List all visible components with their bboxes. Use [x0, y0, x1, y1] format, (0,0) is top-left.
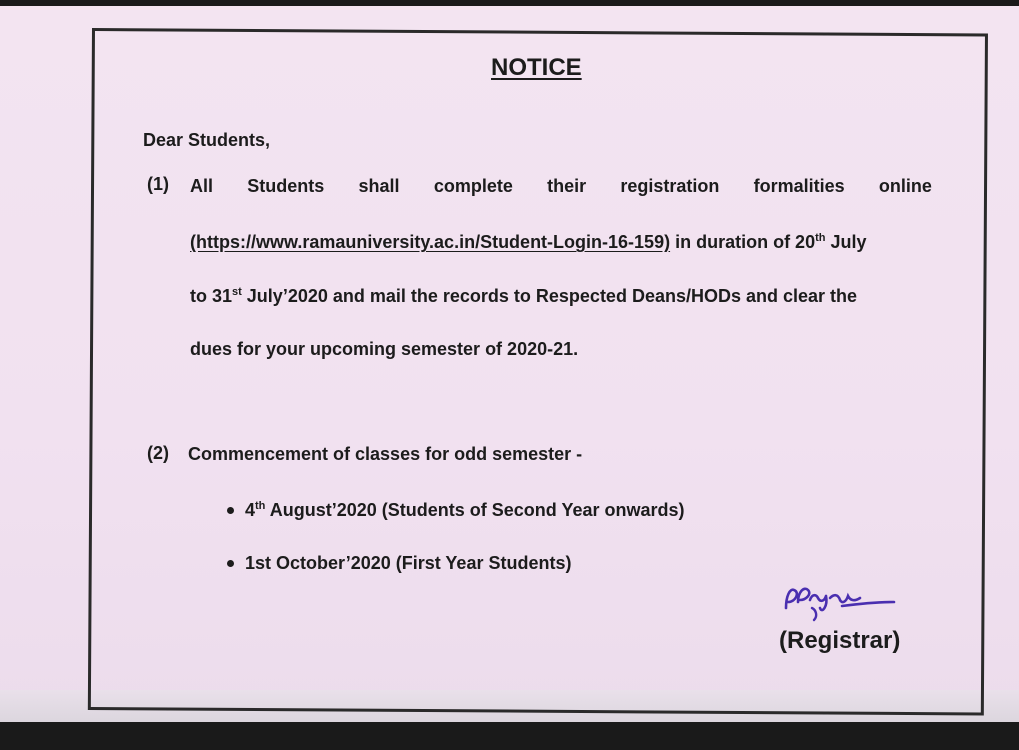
- page-title: NOTICE: [491, 54, 582, 81]
- ordinal-suffix: th: [815, 232, 826, 244]
- word: formalities: [753, 176, 845, 196]
- word: Students: [247, 176, 325, 196]
- signatory-label: (Registrar): [779, 627, 901, 654]
- ordinal-suffix: st: [232, 286, 242, 298]
- word: online: [878, 176, 932, 196]
- signature-icon: [782, 578, 897, 623]
- greeting: Dear Students,: [143, 130, 271, 150]
- word: shall: [358, 176, 400, 196]
- item-1-line-2: [190, 232, 932, 253]
- word: their: [547, 176, 587, 196]
- bullet-1: [245, 500, 685, 521]
- item-1-line-1: [190, 176, 932, 197]
- word: registration: [620, 176, 720, 196]
- item-1-number: (1): [147, 174, 169, 194]
- bullet-1-day: 4: [245, 500, 256, 520]
- item-1-line-3: [190, 286, 932, 307]
- bullet-1-text: August’2020 (Students of Second Year onwards): [265, 500, 685, 520]
- item-2-number: (2): [147, 443, 169, 463]
- bullet-2: 1st October’2020 (First Year Students): [245, 553, 572, 573]
- date-text: to 31: [190, 286, 233, 306]
- instruction-text: July’2020 and mail the records to Respected Deans/HODs and clear the: [241, 286, 858, 306]
- duration-text: in duration of 20: [670, 232, 816, 252]
- month-text: July: [825, 232, 867, 252]
- ordinal-suffix: th: [255, 500, 266, 512]
- bullet-icon: [227, 507, 234, 514]
- bullet-icon: [227, 560, 234, 567]
- word: All: [190, 176, 214, 196]
- word: complete: [433, 176, 513, 196]
- item-1-line-4: dues for your upcoming semester of 2020-21.: [190, 339, 579, 359]
- registration-link[interactable]: (https://www.ramauniversity.ac.in/Student-Login-16-159): [190, 232, 671, 252]
- item-2-text: Commencement of classes for odd semester -: [188, 444, 583, 464]
